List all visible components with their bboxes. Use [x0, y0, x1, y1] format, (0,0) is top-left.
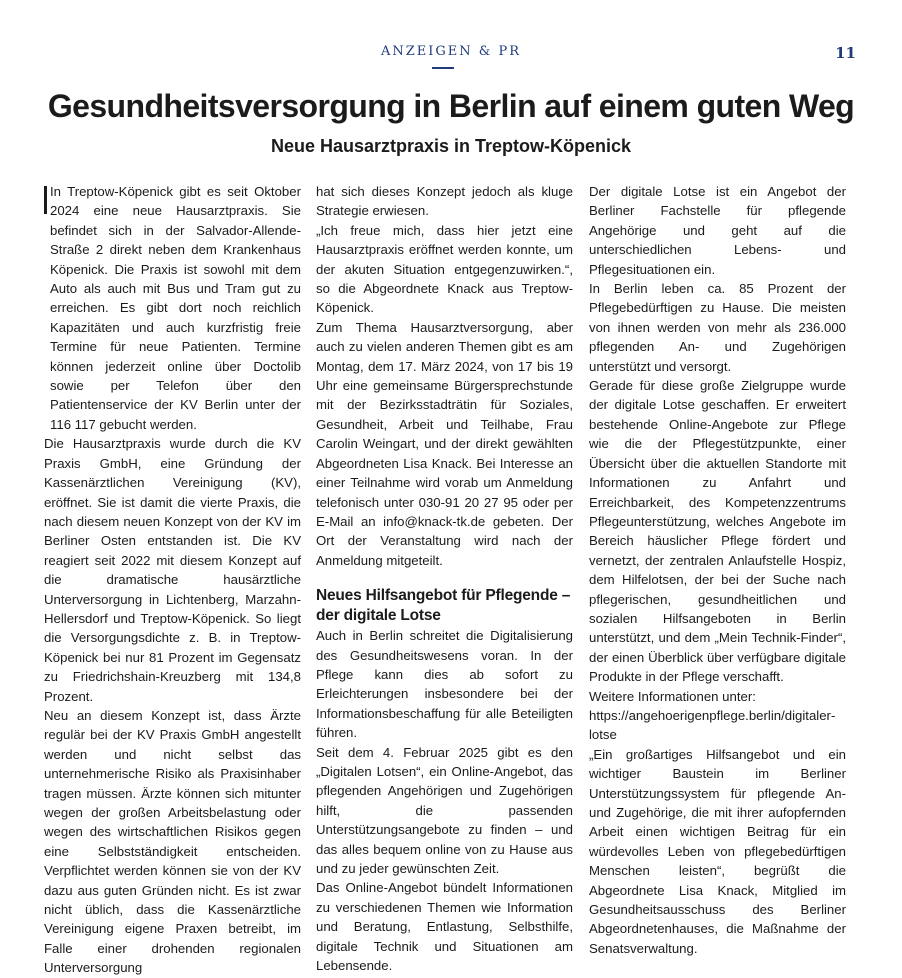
info-label: Weitere Informationen unter:: [589, 688, 756, 704]
lead-bar: [44, 186, 47, 214]
paragraph: Neu an diesem Konzept ist, dass Ärzte regulär bei der KV Praxis GmbH angestellt werden und nicht selbst das unternehmerische Risiko als Praxisinhaber tragen müssen. Ärzte können sich mitunter wegen der großen Arbeitsbelastung oder wegen des wirtschaftlichen Risikos gegen eine Selbstständigkeit entscheiden. Verpflichtet werden können sie von der KV dazu aus guten Gründen nicht. Es ist zwar nicht üblich, dass die Kassenärztliche Vereinigung eigene Praxen betreibt, im Falle einer drohenden regionalen Unterversorgung: [44, 707, 301, 976]
quote-paragraph: „Ein großartiges Hilfsangebot und ein wichtiger Baustein im Berliner Unterstützungssystem für pflegende An- und Zugehörige, die mit ihrer aufopfernden Arbeit einen wichtigen Beitrag für ein würdevolles Leben von pflegebedürftigen Menschen leisten“, begrüßt die Abgeordnete Lisa Knack, Mitglied im Gesundheitsausschuss des Berliner Abgeordnetenhauses, die Maßnahme der Senatsverwaltung.: [589, 746, 846, 956]
quote-paragraph: „Ich freue mich, dass hier jetzt eine Hausarztpraxis eröffnet werden konnte, um der akuten Situation entgegenzuwirken.“, so die Abgeordnete Knack aus Treptow-Köpenick.: [316, 222, 573, 316]
article-subheadline: Neue Hausarztpraxis in Treptow-Köpenick: [270, 136, 632, 156]
article-column-1: [44, 182, 301, 978]
section-label: ANZEIGEN & PR: [380, 44, 522, 59]
article-headline: Gesundheitsversorgung in Berlin auf einem guten Weg: [47, 88, 855, 124]
paragraph: hat sich dieses Konzept jedoch als kluge Strategie erwiesen.: [316, 184, 573, 219]
paragraph: Die Hausarztpraxis wurde durch die KV Praxis GmbH, eine Gründung der Kassenärztlichen Vereinigung (KV), eröffnet. Sie ist damit die vierte Praxis, die nach diesem neuen Konzept von der KV im Berliner Osten entstanden ist. Die KV reagiert seit 2022 mit diesem Konzept auf die dramatische hausärztliche Unterversorgung in Lichtenberg, Marzahn-Hellersdorf und Treptow-Köpenick. So liegt die Versorgungsdichte z. B. in Treptow-Köpenick bei nur 81 Prozent im Gegensatz zu Friedrichshain-Kreuzberg mit 134,8 Prozent.: [44, 436, 301, 704]
article-column-2: [316, 182, 573, 975]
paragraph: Der digitale Lotse ist ein Angebot der Berliner Fachstelle für pflegende Angehörige und geht auf die unterschiedlichen Lebens- und Pflegesituationen ein.: [589, 184, 846, 277]
paragraph: Auch in Berlin schreitet die Digitalisierung des Gesundheitswesens voran. In der Pflege kann dies ab sofort zu Erleichterungen insbesondere bei der Informationsbeschaffung für alle Beteiligten führen.: [316, 628, 573, 741]
page-number: 11: [835, 44, 856, 62]
section-subheading: Neues Hilfsangebot für Pflegende – der digitale Lotse: [316, 587, 571, 625]
paragraph: Gerade für diese große Zielgruppe wurde der digitale Lotse geschaffen. Er erweitert bestehende Online-Angebote zur Pflege wie die der Pflegestützpunkte, einer Übersicht über die aktuellen Standorte mit Informationen zu Anfahrt und Erreichbarkeit, des Kompetenzzentrums Pflegeunterstützung, welches Angebote im Bereich häuslicher Pflege fördert und vernetzt, der zentralen Anlaufstelle Hospiz, dem Hilfelotsen, der bei der Suche nach pflegerischen, gesundheitlichen und sozialen Hilfsangeboten in Berlin unterstützt, und dem „Mein Technik-Finder“, der einen Überblick über verfügbare digitale Produkte in der Pflege verschafft.: [589, 378, 846, 685]
info-url: https://angehoerigenpflege.berlin/digitaler-lotse: [589, 707, 836, 743]
lead-paragraph-text: In Treptow-Köpenick gibt es seit Oktober 2024 eine neue Hausarztpraxis. Sie befindet sich in der Salvador-Allende-Straße 2 direkt neben dem Krankenhaus Köpenick. Die Praxis ist sowohl mit dem Auto als auch mit Bus und Tram gut zu erreichen. Es gibt dort noch reichlich Kapazitäten und auch kurzfristig freie Termine für neue Patienten. Termine können jederzeit online über Doctolib sowie per Telefon über den Patientenservice der KV Berlin unter der 116 117 gebucht werden.: [50, 184, 301, 432]
section-rule: [432, 67, 454, 69]
article-column-3: [589, 182, 846, 958]
paragraph: Das Online-Angebot bündelt Informationen zu verschiedenen Themen wie Information und Beratung, Entlastung, Selbsthilfe, digitale Technik und Situationen am Lebensende.: [316, 880, 573, 974]
paragraph: Zum Thema Hausarztversorgung, aber auch zu vielen anderen Themen gibt es am Montag, dem 17. März 2024, von 17 bis 19 Uhr eine gemeinsame Bürgersprechstunde mit der Bezirksstadträtin für Soziales, Gesundheit, Arbeit und Teilhabe, Frau Carolin Weingart, und der direkt gewählten Abgeordneten Lisa Knack. Bei Interesse an einer Teilnahme wird vorab um Anmeldung telefonisch unter 030-91 20 27 95 oder per E-Mail an info@knack-tk.de gebeten. Der Ort der Veranstaltung wird nach der Anmeldung mitgeteilt.: [316, 319, 573, 568]
paragraph: Seit dem 4. Februar 2025 gibt es den „Digitalen Lotsen“, ein Online-Angebot, das pflegenden Angehörigen und Zugehörigen hilft, die passenden Unterstützungsangebote zu finden – und das alles bequem online von zu Hause aus und zu jeder gewünschten Zeit.: [316, 744, 573, 876]
paragraph: In Berlin leben ca. 85 Prozent der Pflegebedürftigen zu Hause. Die meisten von ihnen werden von mehr als 236.000 pflegenden An- und Zugehörigen unterstützt und versorgt.: [589, 281, 846, 374]
lead-paragraph: [44, 182, 301, 434]
